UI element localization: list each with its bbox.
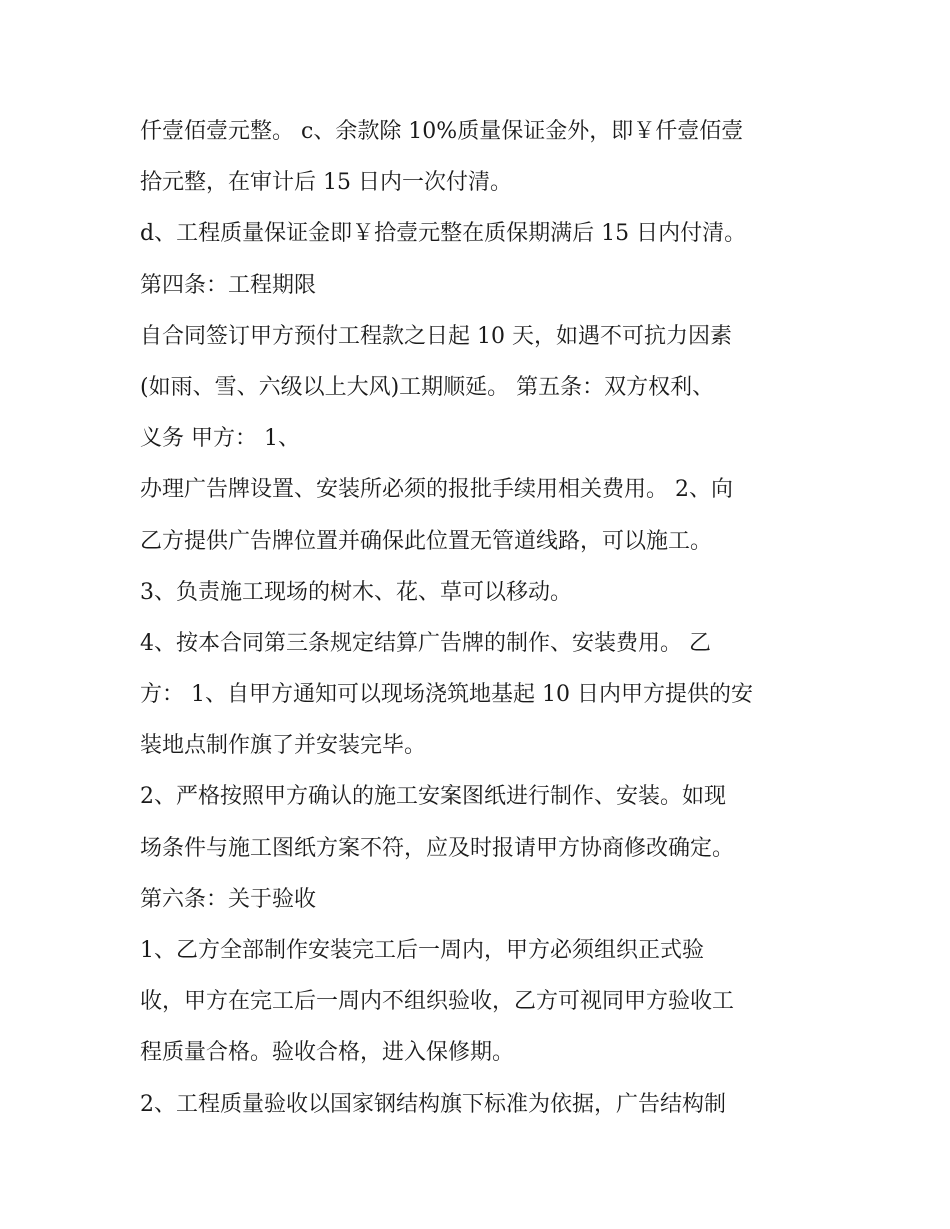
text-line: 仟壹佰壹元整。 c、余款除 10%质量保证金外，即￥仟壹佰壹 xyxy=(140,119,744,144)
text-line: (如雨、雪、六级以上大风)工期顺延。 第五条：双方权利、 xyxy=(140,374,715,400)
text-line: 收，甲方在完工后一周内不组织验收，乙方可视同甲方验收工 xyxy=(140,989,735,1015)
text-line: 义务 甲方： 1、 xyxy=(140,426,300,452)
text-line: 乙方提供广告牌位置并确保此位置无管道线路，可以施工。 xyxy=(140,528,713,554)
text-line: 装地点制作旗了并安装完毕。 xyxy=(140,733,427,759)
text-line: 场条件与施工图纸方案不符，应及时报请甲方协商修改确定。 xyxy=(140,835,735,861)
text-line: 办理广告牌设置、安装所必须的报批手续用相关费用。 2、向 xyxy=(140,477,733,503)
document-body xyxy=(140,106,830,1130)
section-heading: 第四条：工程期限 xyxy=(140,272,317,298)
text-line: 2、严格按照甲方确认的施工安案图纸进行制作、安装。如现 xyxy=(140,784,726,810)
text-line: 自合同签订甲方预付工程款之日起 10 天，如遇不可抗力因素 xyxy=(140,323,732,349)
text-line: 3、负责施工现场的树木、花、草可以移动。 xyxy=(140,579,572,605)
text-line: 1、乙方全部制作安装完工后一周内，甲方必须组织正式验 xyxy=(140,938,704,963)
section-heading: 第六条：关于验收 xyxy=(140,886,317,912)
text-line: 4、按本合同第三条规定结算广告牌的制作、安装费用。 乙 xyxy=(140,630,711,656)
text-line: 方： 1、自甲方通知可以现场浇筑地基起 10 日内甲方提供的安 xyxy=(140,682,753,708)
text-line: 程质量合格。验收合格，进入保修期。 xyxy=(140,1040,515,1066)
text-line: d、工程质量保证金即￥拾壹元整在质保期满后 15 日内付清。 xyxy=(140,221,747,247)
text-line: 2、工程质量验收以国家钢结构旗下标准为依据，广告结构制 xyxy=(140,1091,726,1117)
text-line: 拾元整，在审计后 15 日内一次付清。 xyxy=(140,170,512,196)
